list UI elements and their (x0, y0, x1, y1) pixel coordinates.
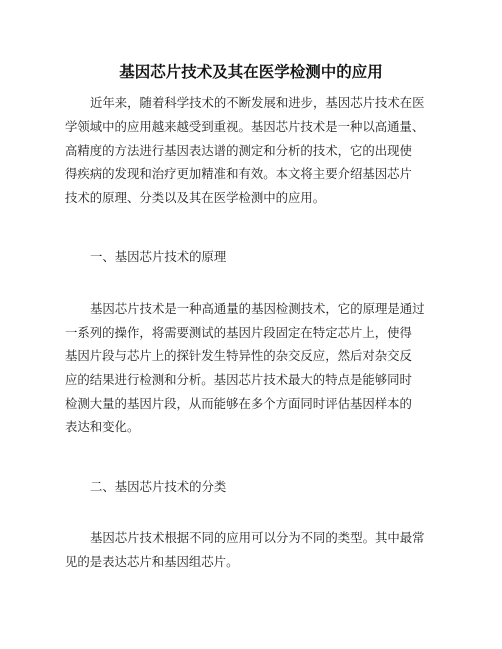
intro-line-5: 技术的原理、分类以及其在医学检测中的应用。 (65, 190, 326, 205)
section-1-line-2: 一系列的操作，将需要测试的基因片段固定在特定芯片上，使得 (65, 325, 412, 340)
section-2-heading: 二、基因芯片技术的分类 (90, 479, 227, 494)
intro-line-3: 高精度的方法进行基因表达谱的测定和分析的技术，它的出现使 (65, 143, 412, 158)
section-1-line-4: 应的结果进行检测和分析。基因芯片技术最大的特点是能够同时 (65, 372, 412, 387)
section-1-line-3: 基因片段与芯片上的探针发生特异性的杂交反应，然后对杂交反 (65, 348, 412, 363)
section-1-line-6: 表达和变化。 (65, 419, 140, 434)
section-2-line-1: 基因芯片技术根据不同的应用可以分为不同的类型。其中最常 (90, 530, 425, 545)
section-1-heading: 一、基因芯片技术的原理 (90, 249, 227, 264)
intro-line-2: 学领域中的应用越来越受到重视。基因芯片技术是一种以高通量、 (65, 119, 425, 134)
document-title: 基因芯片技术及其在医学检测中的应用 (119, 63, 383, 81)
section-1-line-5: 检测大量的基因片段，从而能够在多个方面同时评估基因样本的 (65, 396, 412, 411)
intro-line-1: 近年来，随着科学技术的不断发展和进步，基因芯片技术在医 (90, 95, 425, 110)
section-1-line-1: 基因芯片技术是一种高通量的基因检测技术，它的原理是通过 (90, 301, 425, 316)
section-2-line-2: 见的是表达芯片和基因组芯片。 (65, 554, 239, 569)
intro-line-4: 得疾病的发现和治疗更加精准和有效。本文将主要介绍基因芯片 (65, 166, 412, 181)
